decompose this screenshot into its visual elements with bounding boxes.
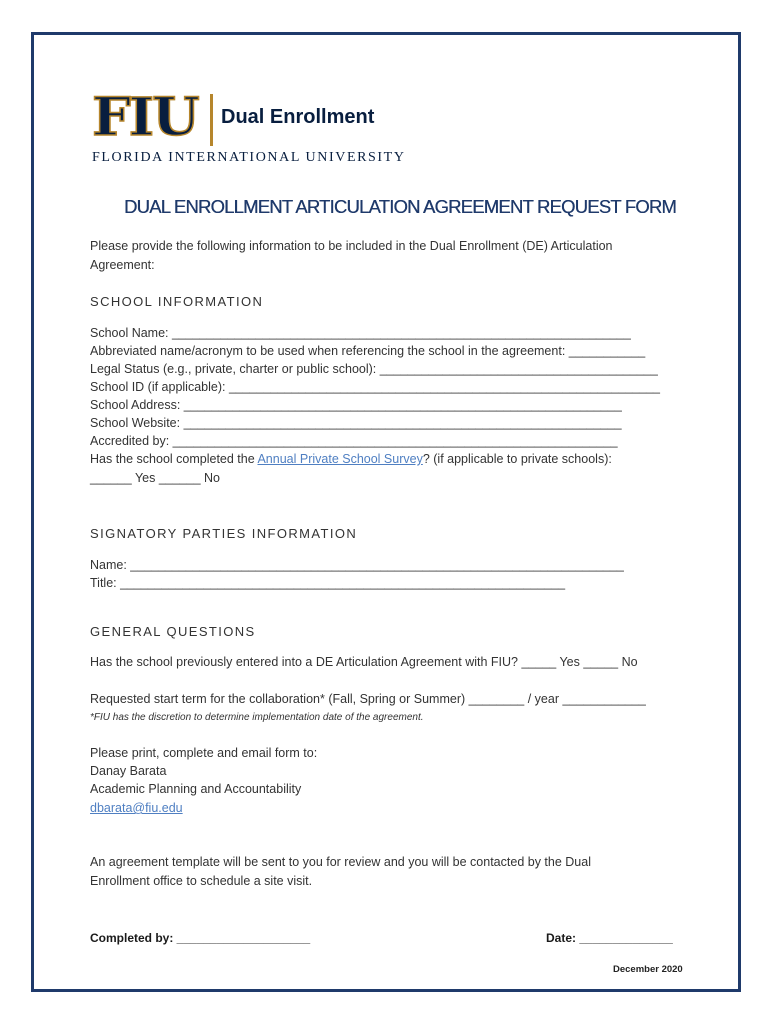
school-info-heading: SCHOOL INFORMATION [90, 294, 264, 309]
signatory-name-field[interactable]: Name: _______________________________________________________________________ [90, 558, 624, 572]
abbreviated-name-field[interactable]: Abbreviated name/acronym to be used when referencing the school in the agreement: ___________ [90, 344, 646, 358]
discretion-note: *FIU has the discretion to determine implementation date of the agreement. [90, 712, 424, 723]
university-name: FLORIDA INTERNATIONAL UNIVERSITY [92, 150, 406, 165]
survey-prefix: Has the school completed the [90, 452, 258, 466]
signatory-title-field[interactable]: Title: ________________________________________________________________ [90, 576, 566, 590]
school-id-field[interactable]: School ID (if applicable): ______________________________________________________________ [90, 380, 660, 394]
contact-department: Academic Planning and Accountability [90, 782, 302, 796]
instructions-line: Please print, complete and email form to: [90, 746, 318, 760]
intro-line-2: Agreement: [90, 258, 155, 272]
survey-link[interactable]: Annual Private School Survey [257, 452, 423, 466]
closing-line-2: Enrollment office to schedule a site visit. [90, 874, 313, 888]
completed-by-field[interactable]: Completed by: ____________________ [90, 931, 311, 945]
page-border [31, 32, 741, 992]
general-questions-heading: GENERAL QUESTIONS [90, 624, 256, 639]
school-address-field[interactable]: School Address: _______________________________________________________________ [90, 398, 622, 412]
closing-line-1: An agreement template will be sent to you for review and you will be contacted by the Dual [90, 855, 591, 869]
start-term-question[interactable]: Requested start term for the collaboration* (Fall, Spring or Summer) ________ / year ____________ [90, 692, 646, 706]
legal-status-field[interactable]: Legal Status (e.g., private, charter or public school): ________________________________________ [90, 362, 658, 376]
school-name-field[interactable]: School Name: __________________________________________________________________ [90, 326, 631, 340]
fiu-wordmark: FIU [92, 87, 198, 148]
form-title: DUAL ENROLLMENT ARTICULATION AGREEMENT REQUEST FORM [124, 196, 676, 217]
intro-line-1: Please provide the following information to be included in the Dual Enrollment (DE) Articulation [90, 239, 613, 253]
school-website-field[interactable]: School Website: _______________________________________________________________ [90, 416, 622, 430]
logo-divider [210, 94, 213, 146]
survey-suffix: ? (if applicable to private schools): [422, 452, 612, 466]
contact-name: Danay Barata [90, 764, 167, 778]
survey-answer-field[interactable]: ______ Yes ______ No [90, 471, 220, 485]
survey-question [90, 450, 612, 468]
prior-agreement-question[interactable]: Has the school previously entered into a DE Articulation Agreement with FIU? _____ Yes _____ No [90, 655, 638, 669]
contact-email-link[interactable]: dbarata@fiu.edu [90, 801, 183, 815]
program-name: Dual Enrollment [221, 106, 375, 128]
signatory-heading: SIGNATORY PARTIES INFORMATION [90, 526, 358, 541]
revision-date: December 2020 [613, 964, 683, 975]
date-field[interactable]: Date: ______________ [546, 931, 673, 945]
accredited-by-field[interactable]: Accredited by: ________________________________________________________________ [90, 434, 618, 448]
